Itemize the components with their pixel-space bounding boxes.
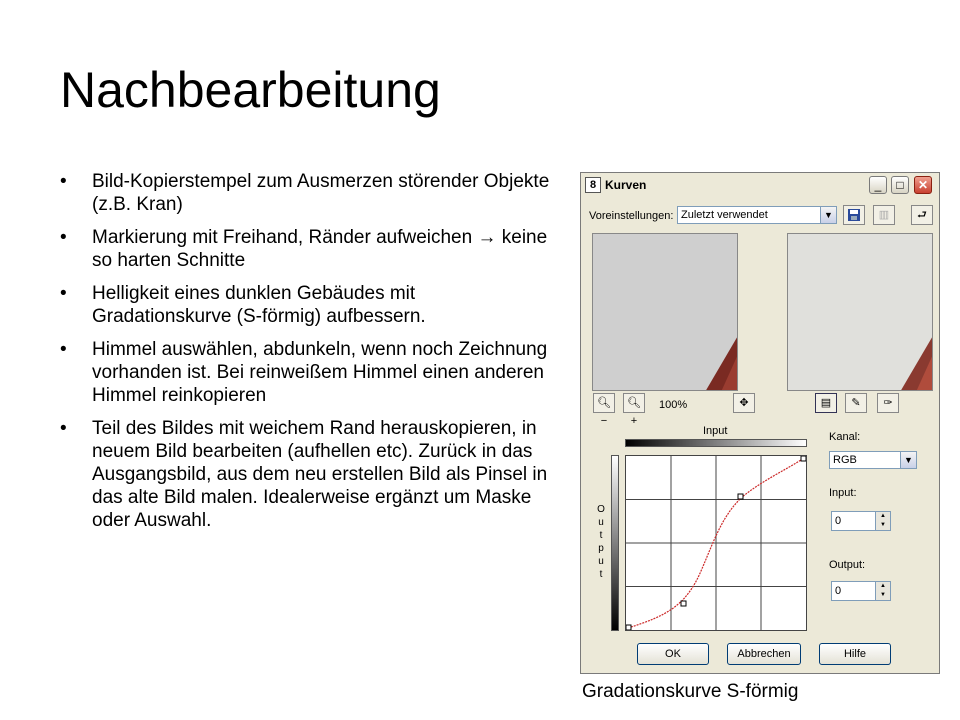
pan-icon[interactable]: ✥ xyxy=(733,393,755,413)
spin-up-icon[interactable]: ▲ xyxy=(875,582,890,591)
save-icon[interactable] xyxy=(843,205,865,225)
presets-select[interactable]: Zuletzt verwendet ▼ xyxy=(677,206,837,224)
close-icon[interactable]: ✕ xyxy=(914,176,932,194)
presets-label: Voreinstellungen: xyxy=(589,210,674,222)
channel-select[interactable]: RGB ▼ xyxy=(829,451,917,469)
spin-down-icon[interactable]: ▼ xyxy=(875,521,890,530)
cancel-button[interactable]: Abbrechen xyxy=(727,643,801,665)
graph-icon[interactable]: ▤ xyxy=(815,393,837,413)
zoom-level: 100% xyxy=(659,399,688,411)
reset-icon[interactable]: ⮐ xyxy=(911,205,933,225)
bullet-item: • Helligkeit eines dunklen Gebäudes mit Gradationskurve (S-förmig) aufbessern. xyxy=(60,283,426,327)
slide-title: Nachbearbeitung xyxy=(60,62,441,118)
bullet-list xyxy=(60,170,550,542)
chevron-down-icon[interactable]: ▼ xyxy=(820,207,836,223)
bullet-item: • Teil des Bildes mit weichem Rand herauskopieren, in neuem Bild bearbeiten (aufhellen etc). Zurück in das Ausgangsbild, aus dem neu erstellen Bild als Pinsel in das alte Bild malen. Idealerweise ergänzt um Maske oder Auswahl. xyxy=(60,418,548,531)
preview-after xyxy=(787,233,933,391)
arrow-icon: → xyxy=(477,227,497,248)
input-field[interactable]: 0 ▲ ▼ xyxy=(831,511,891,531)
figure-caption: Gradationskurve S-förmig xyxy=(582,681,799,702)
zoom-out-icon[interactable]: 🔍︎− xyxy=(593,393,615,413)
ok-button[interactable]: OK xyxy=(637,643,709,665)
curve-point[interactable] xyxy=(801,456,806,461)
curves-dialog xyxy=(580,172,940,674)
dialog-title: Kurven xyxy=(605,178,647,192)
spin-up-icon[interactable]: ▲ xyxy=(875,512,890,521)
eyedropper-icon[interactable]: ✑ xyxy=(877,393,899,413)
preview-before xyxy=(592,233,738,391)
dialog-titlebar[interactable] xyxy=(581,173,939,197)
eyedropper-icon[interactable]: ✎ xyxy=(845,393,867,413)
input-gradient xyxy=(625,439,807,447)
output-field[interactable]: 0 ▲ ▼ xyxy=(831,581,891,601)
minimize-icon[interactable]: _ xyxy=(869,176,887,194)
curve-point[interactable] xyxy=(626,625,631,630)
bullet-item: • Markierung mit Freihand, Ränder aufweichen → keine so harten Schnitte xyxy=(60,227,548,271)
output-label: Output: xyxy=(829,559,866,571)
delete-icon[interactable]: ▥ xyxy=(873,205,895,225)
input-axis-label: Input xyxy=(703,425,728,437)
curve-point[interactable] xyxy=(681,601,686,606)
app-icon: 8 xyxy=(585,177,601,193)
input-label: Input: xyxy=(829,487,857,499)
maximize-icon[interactable]: □ xyxy=(891,176,909,194)
curve-graph[interactable] xyxy=(625,455,807,631)
curve-point[interactable] xyxy=(738,494,743,499)
bullet-item: • Himmel auswählen, abdunkeln, wenn noch Zeichnung vorhanden ist. Bei reinweißem Himmel einen anderen Himmel reinkopieren xyxy=(60,339,548,406)
output-axis-label: O u t p u t xyxy=(597,504,605,580)
bullet-item: • Bild-Kopierstempel zum Ausmerzen störender Objekte (z.B. Kran) xyxy=(60,171,550,215)
spin-down-icon[interactable]: ▼ xyxy=(875,591,890,600)
channel-label: Kanal: xyxy=(829,431,861,443)
help-button[interactable]: Hilfe xyxy=(819,643,891,665)
chevron-down-icon[interactable]: ▼ xyxy=(900,452,916,468)
output-gradient xyxy=(611,455,619,631)
zoom-in-icon[interactable]: 🔍︎+ xyxy=(623,393,645,413)
